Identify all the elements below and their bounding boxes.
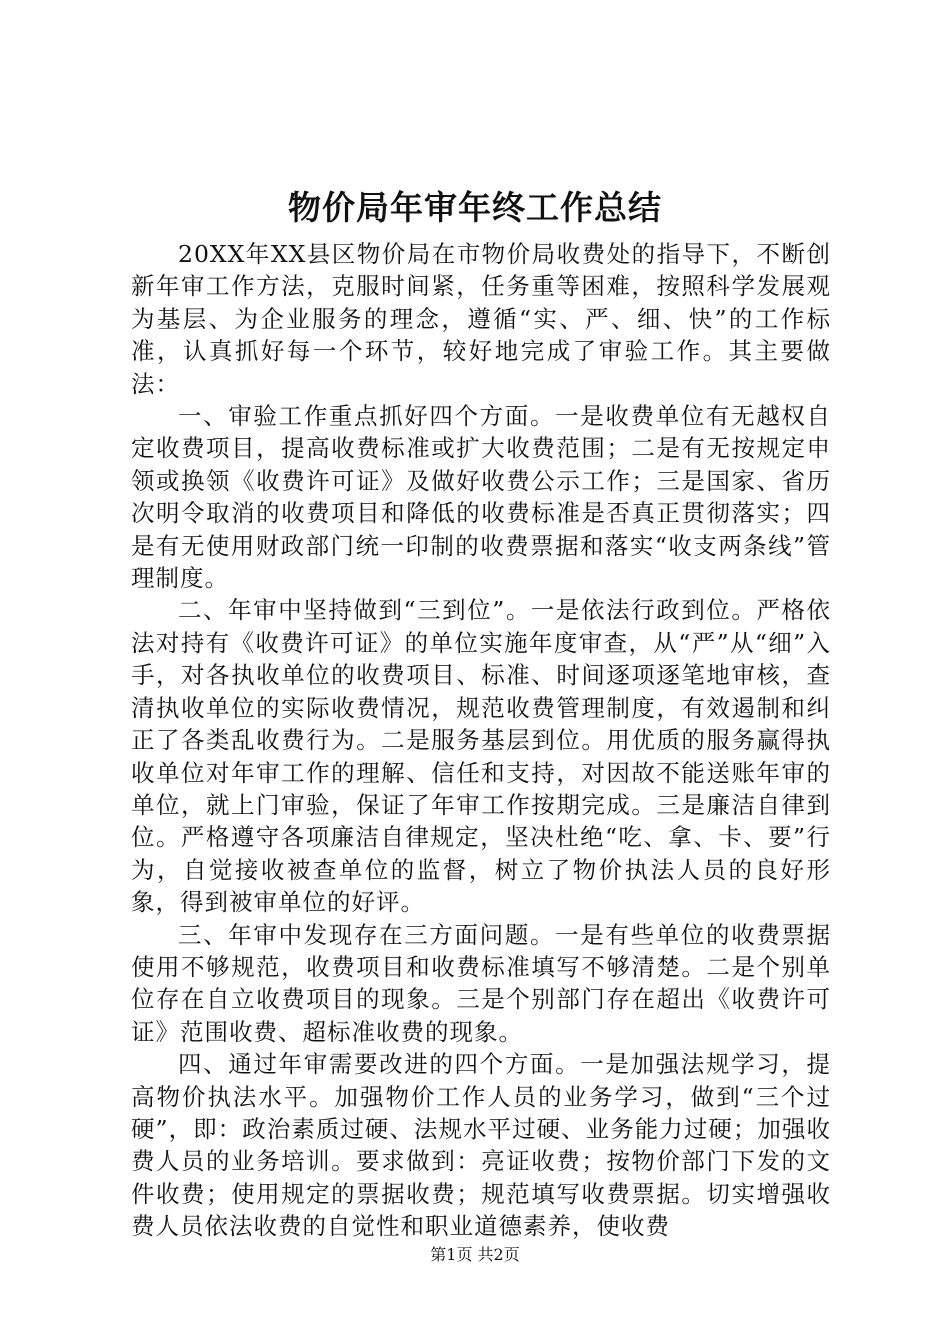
document-body	[131, 238, 831, 1243]
document-title: 物价局年审年终工作总结	[288, 188, 662, 227]
paragraph-section-4: 四、通过年审需要改进的四个方面。一是加强法规学习，提高物价执法水平。加强物价工作人员的业务学习，做到“三个过硬”，即：政治素质过硬、法规水平过硬、业务能力过硬；加强收费人员的业务培训。要求做到：亮证收费；按物价部门下发的文件收费；使用规定的票据收费；规范填写收费票据。切实增强收费人员依法收费的自觉性和职业道德素养，使收费	[131, 1050, 831, 1241]
paragraph-section-2: 二、年审中坚持做到“三到位”。一是依法行政到位。严格依法对持有《收费许可证》的单位实施年度审查，从“严”从“细”入手，对各执收单位的收费项目、标准、时间逐项逐笔地审核，查清执收单位的实际收费情况，规范收费管理制度，有效遏制和纠正了各类乱收费行为。二是服务基层到位。用优质的服务赢得执收单位对年审工作的理解、信任和支持，对因故不能送账年审的单位，就上门审验，保证了年审工作按期完成。三是廉洁自律到位。严格遵守各项廉洁自律规定，坚决杜绝“吃、拿、卡、要”行为，自觉接收被查单位的监督，树立了物价执法人员的良好形象，得到被审单位的好评。	[131, 596, 831, 917]
paragraph-intro: 20XX年XX县区物价局在市物价局收费处的指导下，不断创新年审工作方法，克服时间紧，任务重等困难，按照科学发展观为基层、为企业服务的理念，遵循“实、严、细、快”的工作标准，认真抓好每一个环节，较好地完成了审验工作。其主要做法：	[131, 240, 831, 398]
page-number-footer: 第1页 共2页	[430, 1245, 520, 1264]
paragraph-section-1: 一、审验工作重点抓好四个方面。一是收费单位有无越权自定收费项目，提高收费标准或扩大收费范围；二是有无按规定申领或换领《收费许可证》及做好收费公示工作；三是国家、省历次明令取消的收费项目和降低的收费标准是否真正贯彻落实；四是有无使用财政部门统一印制的收费票据和落实“收支两条线”管理制度。	[131, 402, 831, 593]
paragraph-section-3: 三、年审中发现存在三方面问题。一是有些单位的收费票据使用不够规范，收费项目和收费标准填写不够清楚。二是个别单位存在自立收费项目的现象。三是个别部门存在超出《收费许可证》范围收费、超标准收费的现象。	[131, 920, 831, 1046]
